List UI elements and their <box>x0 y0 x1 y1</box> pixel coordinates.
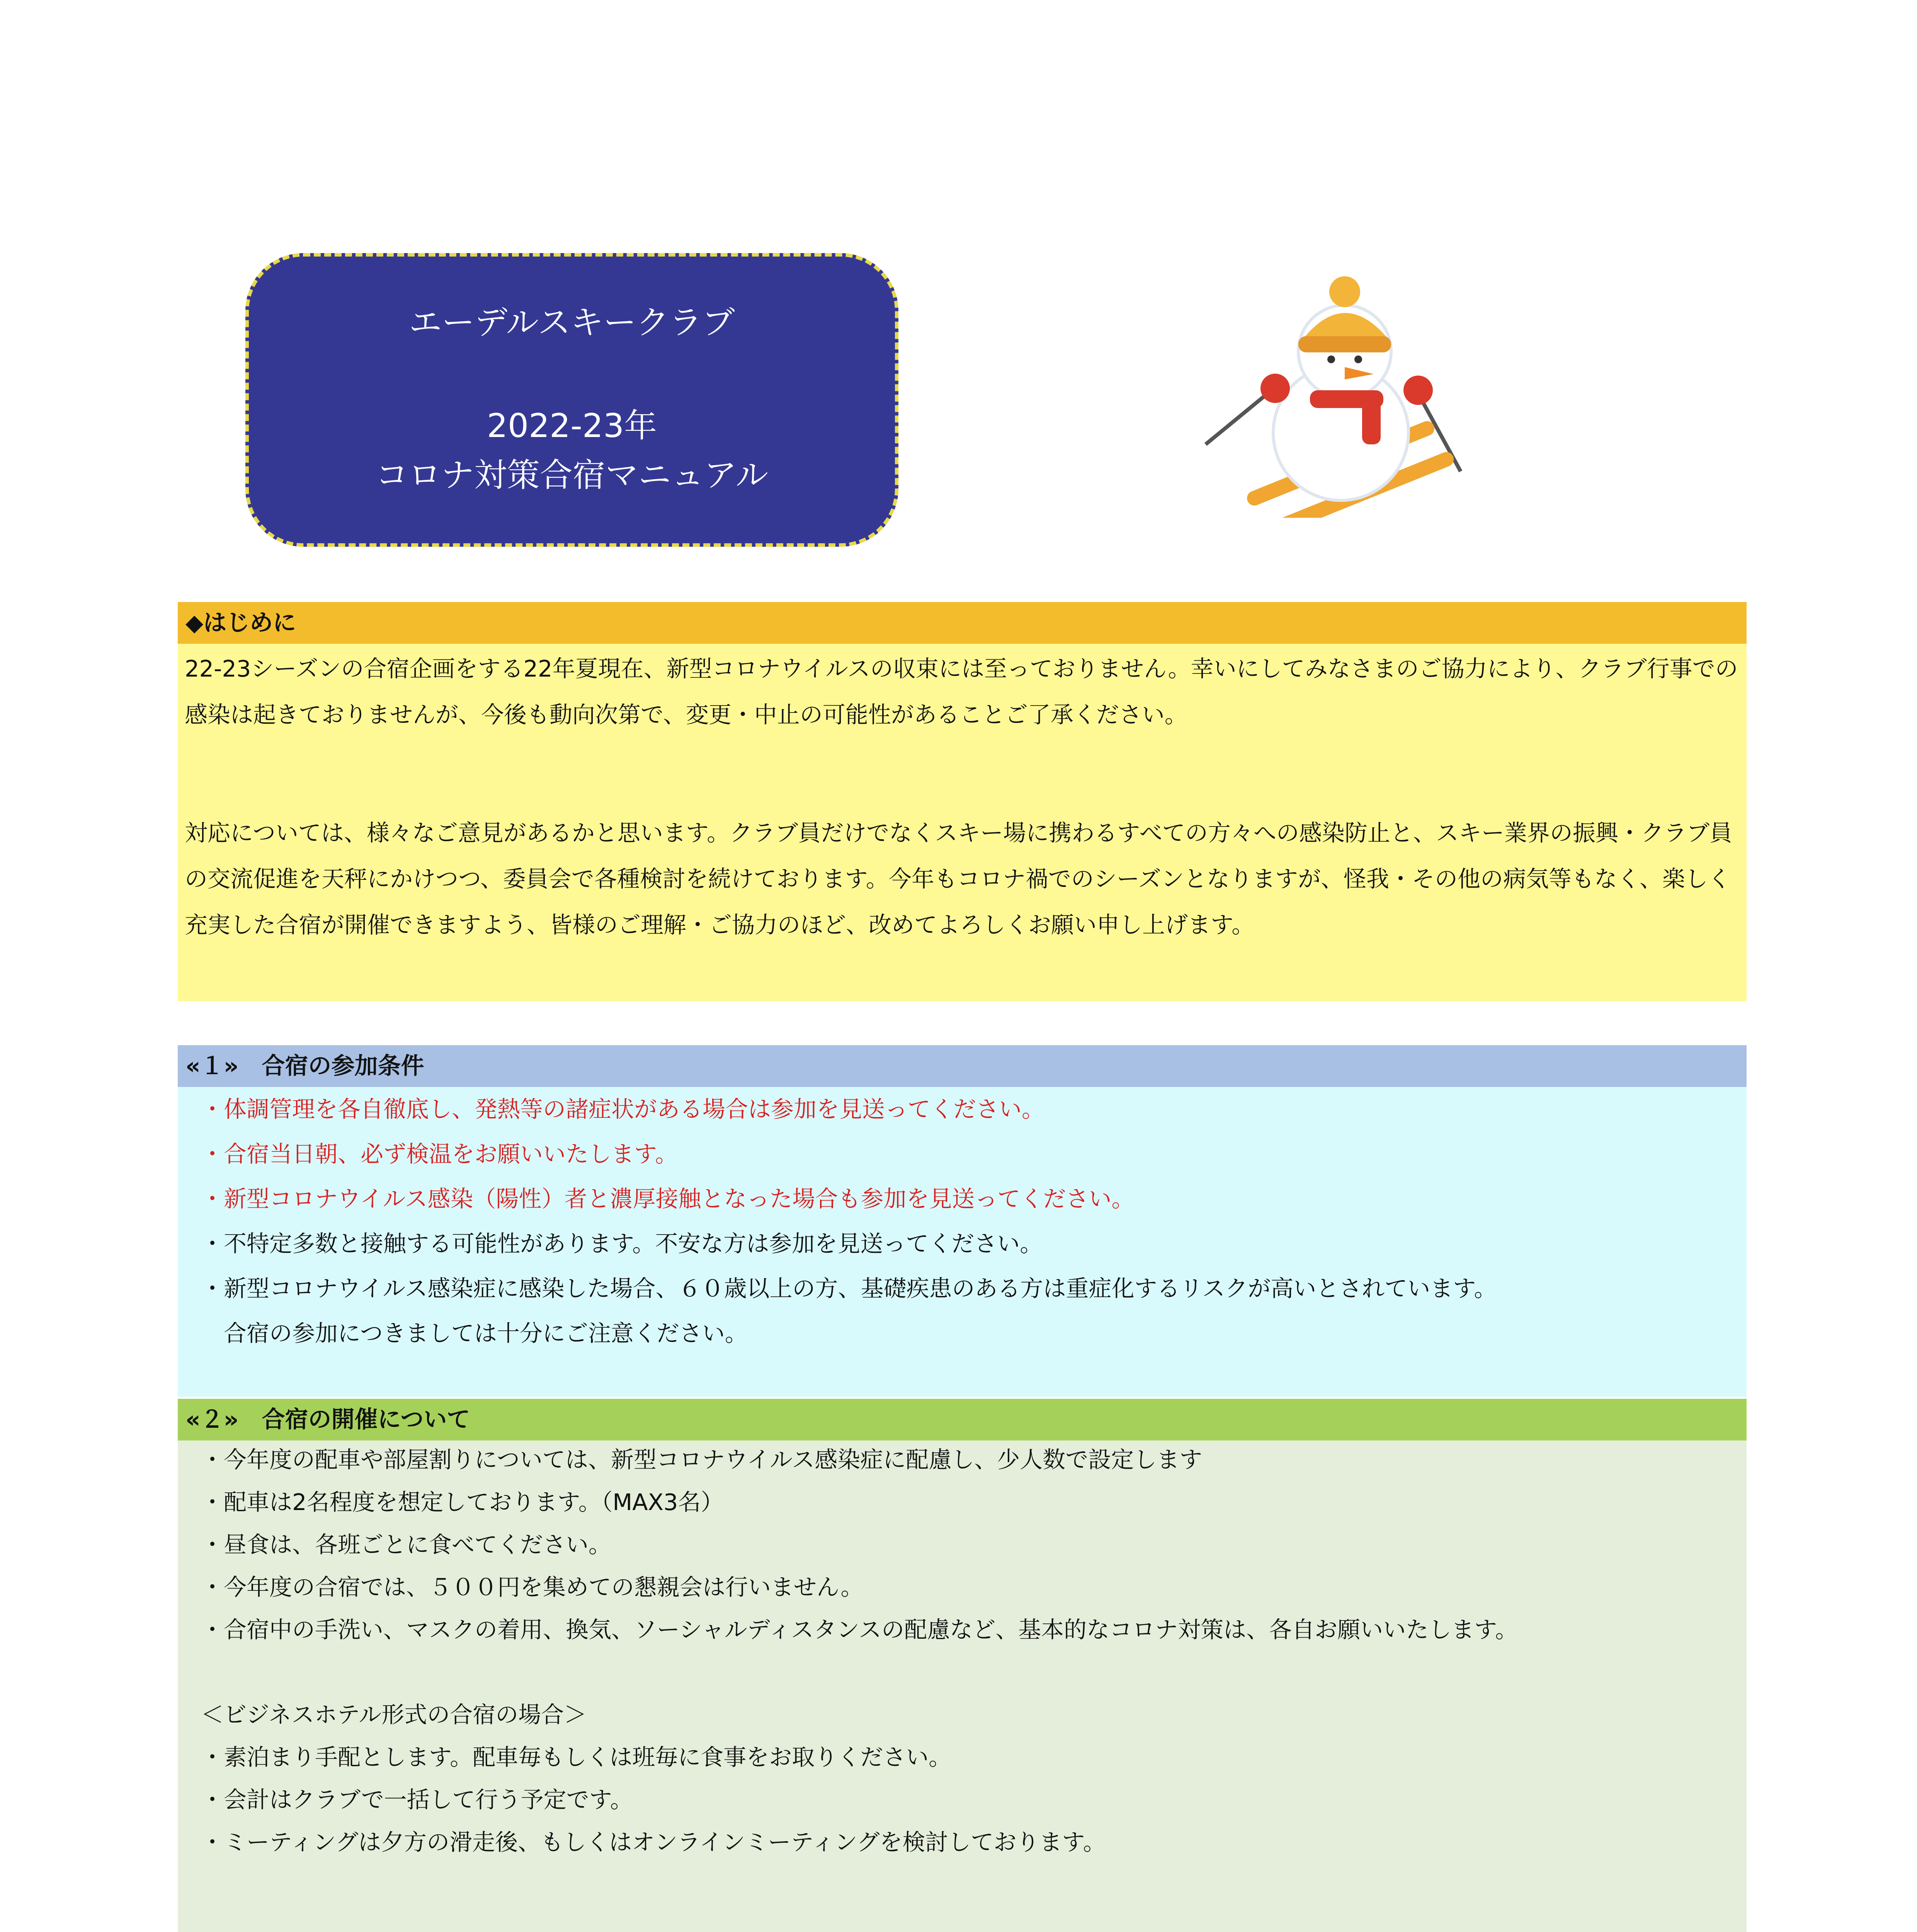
holding-item: ・素泊まり手配とします。配車毎もしくは班毎に食事をお取りください。 <box>201 1744 952 1770</box>
condition-item: 合宿の参加につきましては十分にご注意ください。 <box>201 1320 748 1347</box>
participation-conditions-section <box>178 1045 1747 1397</box>
intro-paragraph-1: 22-23シーズンの合宿企画をする22年夏現在、新型コロナウイルスの収束には至っておりません。幸いにしてみなさまのご協力により、クラブ行事での感染は起きておりませんが、今後も動向次第で、変更・中止の可能性があることご了承ください。 <box>185 655 1738 728</box>
event-holding-section <box>178 1399 1747 1932</box>
season-label: 2022-23年 <box>486 407 657 445</box>
title-box <box>245 253 898 547</box>
holding-item: ・昼食は、各班ごとに食べてください。 <box>201 1531 612 1558</box>
holding-item: ・合宿中の手洗い、マスクの着用、換気、ソーシャルディスタンスの配慮など、基本的なコロナ対策は、各自お願いいたします。 <box>201 1616 1518 1643</box>
section2-heading: «２» 合宿の開催について <box>178 1399 1747 1440</box>
hotel-subheading: ＜ビジネスホテル形式の合宿の場合＞ <box>201 1701 587 1728</box>
section1-body <box>178 1087 1747 1397</box>
condition-item: ・新型コロナウイルス感染症に感染した場合、６０歳以上の方、基礎疾患のある方は重症化するリスクが高いとされています。 <box>201 1275 1497 1302</box>
holding-item: ・会計はクラブで一括して行う予定です。 <box>201 1786 633 1813</box>
club-name: エーデルスキークラブ <box>409 304 735 342</box>
manual-title: コロナ対策合宿マニュアル <box>375 456 769 495</box>
holding-item: ・今年度の合宿では、５００円を集めての懇親会は行いません。 <box>201 1574 864 1600</box>
holding-item: ・今年度の配車や部屋割りについては、新型コロナウイルス感染症に配慮し、少人数で設定します <box>201 1446 1203 1473</box>
intro-section <box>178 602 1747 1001</box>
section1-heading: «１» 合宿の参加条件 <box>178 1045 1747 1087</box>
snowman-skier-illustration <box>1182 270 1499 518</box>
holding-item: ・配車は2名程度を想定しております。（MAX3名） <box>201 1489 724 1515</box>
intro-paragraph-2: 対応については、様々なご意見があるかと思います。クラブ員だけでなくスキー場に携わるすべての方々への感染防止と、スキー業界の振興・クラブ員の交流促進を天秤にかけつつ、委員会で各種検討を続けております。今年もコロナ禍でのシーズンとなりますが、怪我・その他の病気等もなく、楽しく充実した合宿が開催できますよう、皆様のご理解・ご協力のほど、改めてよろしくお願い申し上げます。 <box>185 820 1732 938</box>
intro-heading: ◆はじめに <box>178 602 1747 644</box>
condition-item: ・不特定多数と接触する可能性があります。不安な方は参加を見送ってください。 <box>201 1230 1043 1257</box>
holding-item: ・ミーティングは夕方の滑走後、もしくはオンラインミーティングを検討しております。 <box>201 1829 1106 1855</box>
condition-item: ・合宿当日朝、必ず検温をお願いいたします。 <box>201 1141 678 1167</box>
intro-body <box>178 644 1747 1001</box>
condition-item: ・新型コロナウイルス感染（陽性）者と濃厚接触となった場合も参加を見送ってください。 <box>201 1185 1135 1212</box>
condition-item: ・体調管理を各自徹底し、発熱等の諸症状がある場合は参加を見送ってください。 <box>201 1096 1045 1122</box>
section2-body <box>178 1440 1747 1932</box>
